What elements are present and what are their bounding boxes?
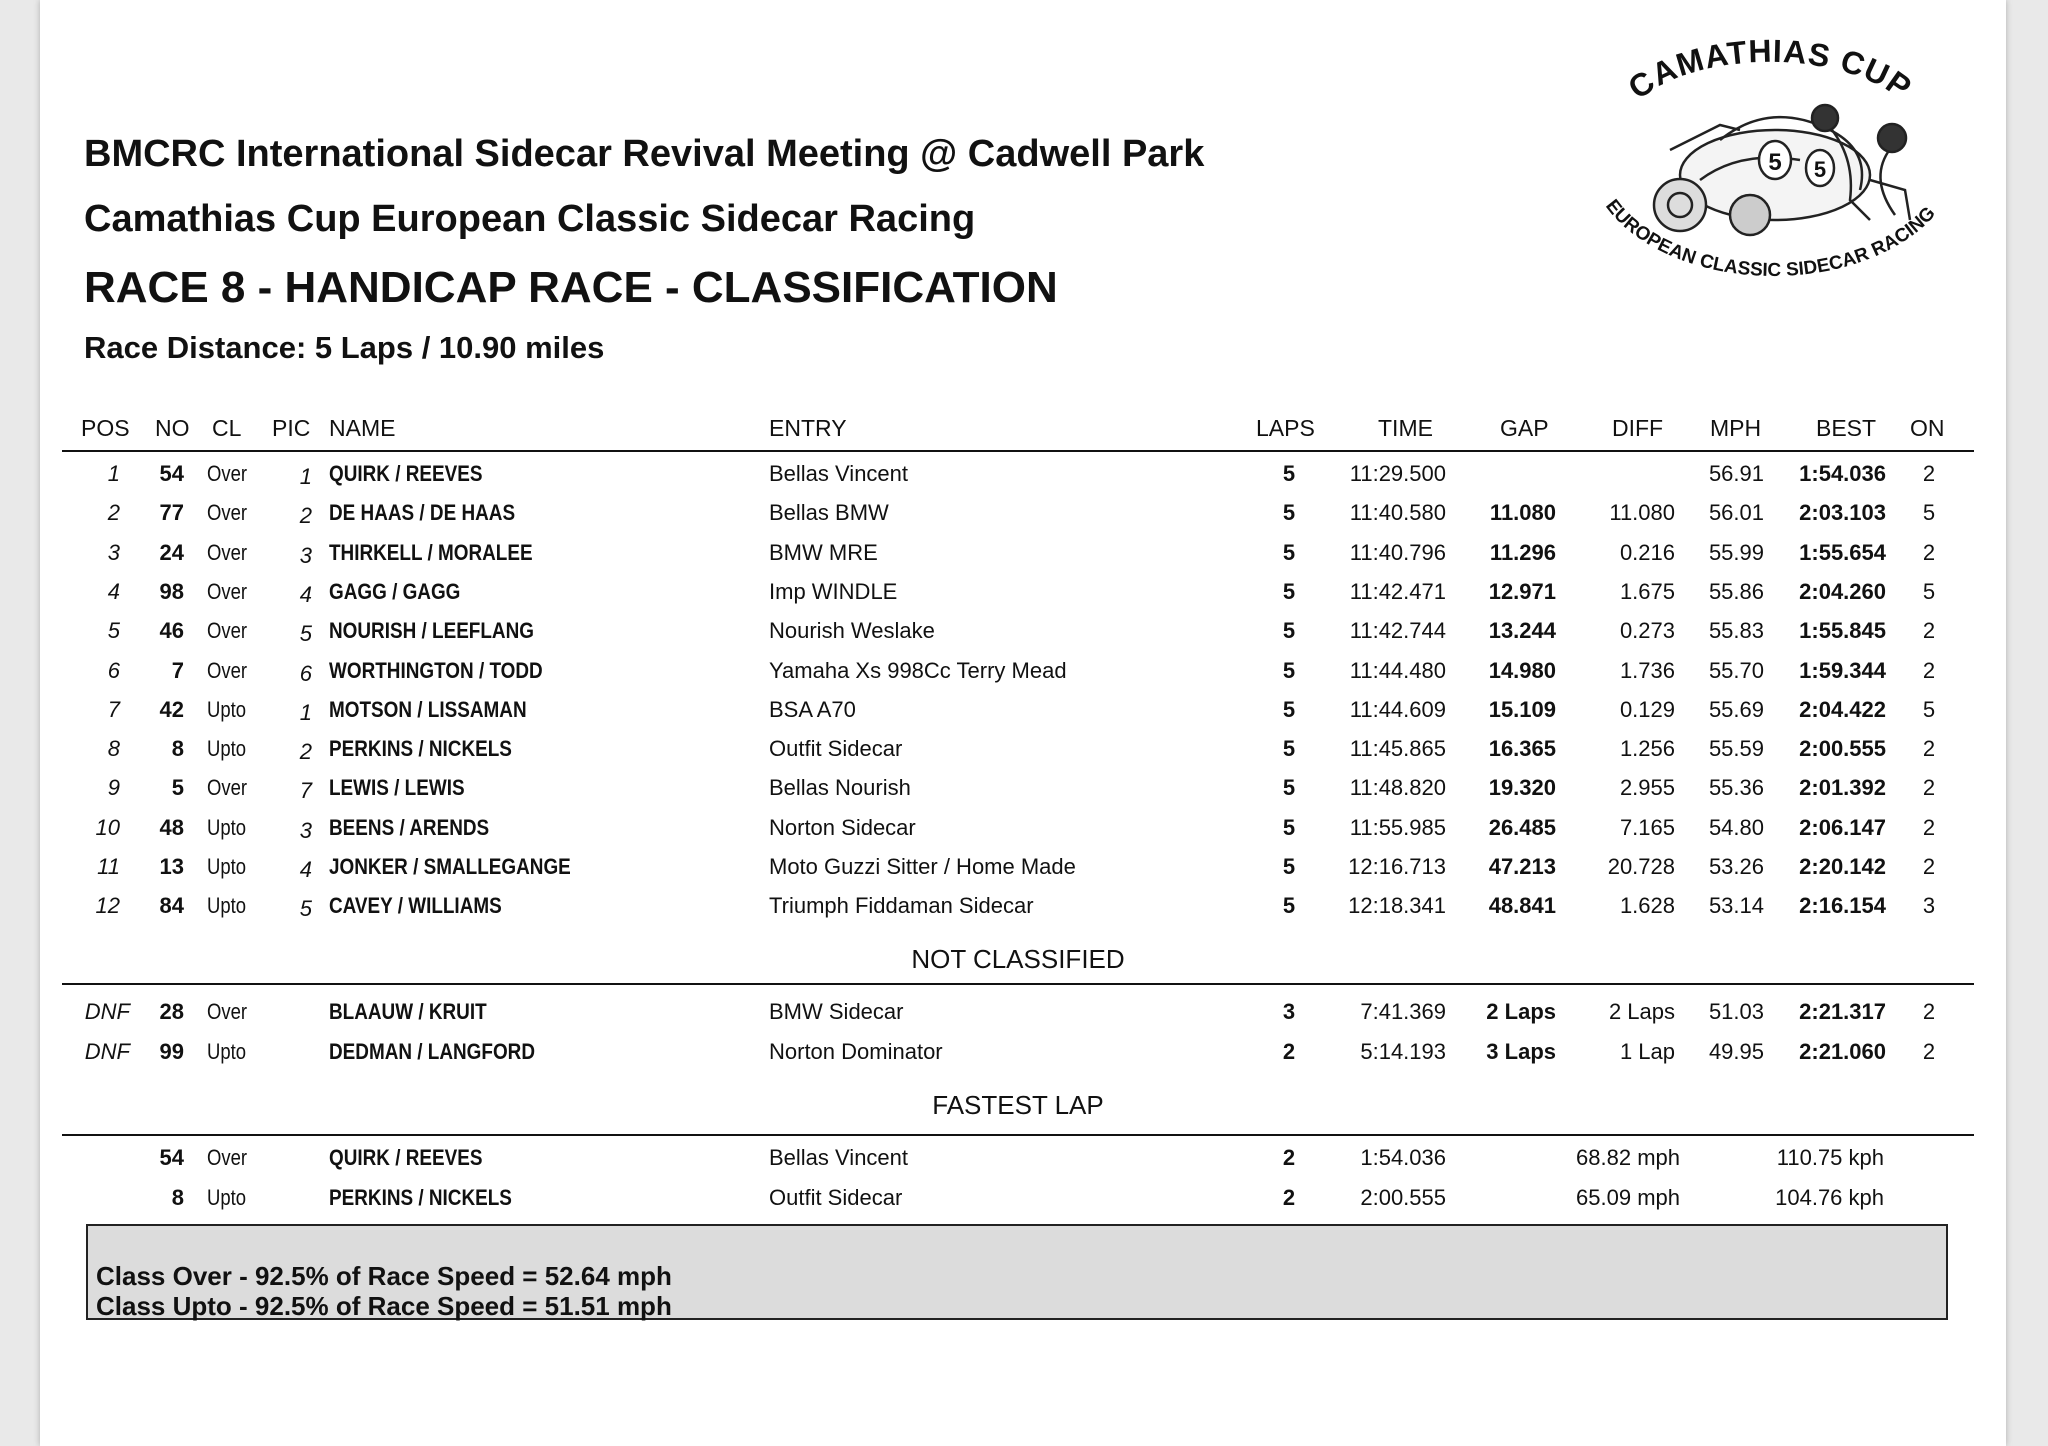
class-cell: Over <box>207 539 248 565</box>
result-row <box>0 810 2048 846</box>
gap-cell: 13.244 <box>1488 618 1556 644</box>
dnf-row <box>0 994 2048 1030</box>
col-pic: PIC <box>272 415 311 441</box>
kph-cell: 104.76 kph <box>1775 1185 1884 1210</box>
on-cell: 5 <box>1922 696 1936 722</box>
class-cell: Upto <box>207 696 247 722</box>
number-cell: 99 <box>159 1039 184 1064</box>
col-time: TIME <box>1378 415 1433 441</box>
mph-cell: 68.82 mph <box>1576 1145 1680 1170</box>
name-cell: DEDMAN / LANGFORD <box>329 1039 536 1064</box>
pic-cell: 5 <box>299 621 312 647</box>
laps-cell: 5 <box>1282 657 1296 683</box>
best-cell: 2:16.154 <box>1799 893 1886 919</box>
laps-cell: 5 <box>1282 500 1296 526</box>
name-cell: GAGG / GAGG <box>329 578 461 604</box>
time-cell: 11:44.480 <box>1349 657 1446 683</box>
gap-cell: 12.971 <box>1488 578 1556 604</box>
not-classified-title: NOT CLASSIFIED <box>911 944 1125 974</box>
entry-cell: Nourish Weslake <box>769 618 935 644</box>
result-row <box>0 692 2048 728</box>
entry-cell: BSA A70 <box>769 696 856 722</box>
time-cell: 11:29.500 <box>1349 461 1446 486</box>
time-cell: 12:18.341 <box>1348 893 1446 919</box>
meeting-title: BMCRC International Sidecar Revival Meeting @ Cadwell Park <box>84 133 1205 175</box>
name-cell: QUIRK / REEVES <box>329 1145 483 1170</box>
class-cell: Over <box>207 500 248 526</box>
number-cell: 48 <box>159 814 184 840</box>
mph-cell: 53.14 <box>1708 893 1764 919</box>
diff-cell: 7.165 <box>1619 814 1675 840</box>
class-cell: Upto <box>207 1185 247 1210</box>
mph-cell: 49.95 <box>1708 1039 1764 1064</box>
number-cell: 28 <box>159 999 184 1024</box>
number-cell: 84 <box>159 893 184 919</box>
col-pos: POS <box>81 415 130 441</box>
entry-cell: Bellas Vincent <box>769 461 909 486</box>
diff-cell: 1.256 <box>1619 736 1675 762</box>
gap-cell: 3 Laps <box>1486 1039 1556 1064</box>
pic-cell: 3 <box>299 817 312 843</box>
best-cell: 2:01.392 <box>1799 775 1886 801</box>
result-row <box>0 574 2048 610</box>
pic-cell: 6 <box>299 660 312 686</box>
laps-cell: 5 <box>1282 578 1296 604</box>
number-cell: 5 <box>171 775 184 801</box>
number-cell: 8 <box>171 736 184 762</box>
on-cell: 2 <box>1922 539 1936 565</box>
diff-cell: 0.129 <box>1619 696 1675 722</box>
entry-cell: Outfit Sidecar <box>769 1185 903 1210</box>
gap-cell: 47.213 <box>1488 854 1556 879</box>
name-cell: BLAAUW / KRUIT <box>329 999 487 1024</box>
on-cell: 5 <box>1922 500 1936 526</box>
result-row <box>0 653 2048 689</box>
diff-cell: 0.273 <box>1619 618 1675 644</box>
time-cell: 11:48.820 <box>1349 775 1446 801</box>
laps-cell: 3 <box>1282 999 1296 1024</box>
camathias-cup-logo <box>1570 30 1970 280</box>
pic-cell: 2 <box>299 739 312 765</box>
svg-text:CAMATHIAS CUP <box>1622 33 1919 106</box>
entry-cell: Imp WINDLE <box>769 578 898 604</box>
gap-cell: 26.485 <box>1488 814 1556 840</box>
race-title: RACE 8 - HANDICAP RACE - CLASSIFICATION <box>84 263 1058 312</box>
pos-cell: 12 <box>95 893 120 919</box>
pic-cell: 4 <box>299 581 312 607</box>
mph-cell: 53.26 <box>1708 854 1764 879</box>
col-diff: DIFF <box>1612 415 1664 441</box>
not-classified-rule <box>62 983 1974 985</box>
best-cell: 1:55.845 <box>1799 618 1886 644</box>
best-cell: 2:20.142 <box>1799 854 1886 879</box>
mph-cell: 65.09 mph <box>1576 1185 1680 1210</box>
class-speed-notes <box>86 1224 1948 1320</box>
name-cell: PERKINS / NICKELS <box>329 1185 512 1210</box>
class-cell: Over <box>207 461 248 486</box>
col-on: ON <box>1910 415 1945 441</box>
mph-cell: 55.36 <box>1708 775 1764 801</box>
gap-cell: 11.080 <box>1489 500 1556 526</box>
best-cell: 2:00.555 <box>1799 736 1886 762</box>
time-cell: 12:16.713 <box>1348 854 1446 879</box>
laps-cell: 5 <box>1282 461 1296 486</box>
note-class-upto: Class Upto - 92.5% of Race Speed = 51.51 mph <box>96 1291 672 1321</box>
name-cell: BEENS / ARENDS <box>329 814 490 840</box>
best-cell: 1:55.654 <box>1799 539 1886 565</box>
mph-cell: 54.80 <box>1708 814 1764 840</box>
best-cell: 2:03.103 <box>1799 500 1886 526</box>
pos-cell: 10 <box>95 814 120 840</box>
number-cell: 54 <box>159 461 184 486</box>
on-cell: 2 <box>1922 657 1936 683</box>
time-cell: 5:14.193 <box>1360 1039 1446 1064</box>
race-distance: Race Distance: 5 Laps / 10.90 miles <box>84 330 605 365</box>
diff-cell: 11.080 <box>1609 500 1675 526</box>
laps-cell: 5 <box>1282 814 1296 840</box>
best-cell: 2:06.147 <box>1799 814 1886 840</box>
class-cell: Over <box>207 657 248 683</box>
pos-cell: 4 <box>107 578 120 604</box>
best-cell: 2:21.317 <box>1799 999 1886 1024</box>
pic-cell: 2 <box>299 503 312 529</box>
pic-cell: 7 <box>299 778 312 804</box>
on-cell: 2 <box>1922 854 1936 879</box>
laps-cell: 5 <box>1282 775 1296 801</box>
pos-cell: 2 <box>107 500 120 526</box>
col-name: NAME <box>329 415 396 441</box>
name-cell: NOURISH / LEEFLANG <box>329 618 534 644</box>
gap-cell: 11.296 <box>1489 539 1556 565</box>
gap-cell: 48.841 <box>1488 893 1556 919</box>
on-cell: 5 <box>1922 578 1936 604</box>
class-cell: Upto <box>207 854 247 879</box>
time-cell: 11:42.744 <box>1349 618 1446 644</box>
col-no: NO <box>155 415 190 441</box>
class-cell: Upto <box>207 814 247 840</box>
diff-cell: 1 Lap <box>1619 1039 1675 1064</box>
on-cell: 2 <box>1922 618 1936 644</box>
pos-cell: DNF <box>84 1039 130 1064</box>
on-cell: 3 <box>1922 893 1936 919</box>
note-class-over: Class Over - 92.5% of Race Speed = 52.64 mph <box>96 1261 672 1291</box>
entry-cell: Moto Guzzi Sitter / Home Made <box>769 854 1076 879</box>
laps-cell: 2 <box>1282 1145 1296 1170</box>
sidecar-illustration-icon <box>1654 105 1910 235</box>
entry-cell: Outfit Sidecar <box>769 736 903 762</box>
logo-number-2: 5 <box>1813 157 1827 182</box>
result-row <box>0 888 2048 924</box>
mph-cell: 55.70 <box>1708 657 1764 683</box>
pos-cell: 11 <box>97 854 120 879</box>
col-best: BEST <box>1816 415 1877 441</box>
on-cell: 2 <box>1922 814 1936 840</box>
diff-cell: 0.216 <box>1619 539 1675 565</box>
pic-cell: 5 <box>299 896 312 922</box>
pos-cell: 5 <box>107 618 120 644</box>
gap-cell: 2 Laps <box>1486 999 1556 1024</box>
col-laps: LAPS <box>1256 415 1315 441</box>
number-cell: 46 <box>159 618 184 644</box>
diff-cell: 2 Laps <box>1608 999 1675 1024</box>
result-row <box>0 849 2048 885</box>
kph-cell: 110.75 kph <box>1776 1145 1884 1170</box>
number-cell: 77 <box>159 500 184 526</box>
result-row <box>0 731 2048 767</box>
time-cell: 11:42.471 <box>1349 578 1446 604</box>
class-cell: Over <box>207 1145 248 1170</box>
entry-cell: BMW MRE <box>769 539 878 565</box>
best-cell: 1:54.036 <box>1799 461 1886 486</box>
gap-cell: 15.109 <box>1488 696 1556 722</box>
pic-cell: 3 <box>299 542 312 568</box>
pos-cell: 1 <box>107 461 120 486</box>
col-entry: ENTRY <box>769 415 847 441</box>
entry-cell: Norton Dominator <box>769 1039 943 1064</box>
on-cell: 2 <box>1922 775 1936 801</box>
time-cell: 2:00.555 <box>1360 1185 1446 1210</box>
pos-cell: 7 <box>107 696 120 722</box>
name-cell: QUIRK / REEVES <box>329 461 483 486</box>
mph-cell: 51.03 <box>1708 999 1764 1024</box>
dnf-row <box>0 1034 2048 1070</box>
laps-cell: 5 <box>1282 618 1296 644</box>
class-cell: Over <box>207 578 248 604</box>
diff-cell: 1.736 <box>1619 657 1675 683</box>
name-cell: THIRKELL / MORALEE <box>329 539 533 565</box>
best-cell: 2:21.060 <box>1799 1039 1886 1064</box>
diff-cell: 1.628 <box>1619 893 1675 919</box>
mph-cell: 56.01 <box>1708 500 1764 526</box>
laps-cell: 2 <box>1282 1039 1296 1064</box>
series-title: Camathias Cup European Classic Sidecar Racing <box>84 198 976 240</box>
entry-cell: Yamaha Xs 998Cc Terry Mead <box>769 657 1067 683</box>
laps-cell: 5 <box>1282 736 1296 762</box>
fastest-lap-rule <box>62 1134 1974 1136</box>
mph-cell: 55.99 <box>1708 539 1764 565</box>
laps-cell: 5 <box>1282 539 1296 565</box>
pos-cell: 8 <box>107 736 120 762</box>
time-cell: 7:41.369 <box>1360 999 1446 1024</box>
result-row <box>0 456 2048 492</box>
laps-cell: 5 <box>1282 893 1296 919</box>
number-cell: 24 <box>159 539 184 565</box>
mph-cell: 55.86 <box>1708 578 1764 604</box>
entry-cell: Bellas Vincent <box>769 1145 909 1170</box>
header-rule <box>62 450 1974 452</box>
result-row <box>0 770 2048 806</box>
logo-top-text: CAMATHIAS CUP <box>1621 32 1919 106</box>
fastest-lap-row <box>0 1140 2048 1176</box>
result-row <box>0 535 2048 571</box>
class-cell: Over <box>207 999 248 1024</box>
on-cell: 2 <box>1922 999 1936 1024</box>
class-cell: Upto <box>207 893 247 919</box>
name-cell: WORTHINGTON / TODD <box>329 657 543 683</box>
gap-cell: 19.320 <box>1488 775 1556 801</box>
on-cell: 2 <box>1922 1039 1936 1064</box>
pos-cell: DNF <box>84 999 130 1024</box>
pos-cell: 6 <box>107 657 120 683</box>
pos-cell: 9 <box>107 775 120 801</box>
time-cell: 11:45.865 <box>1349 736 1446 762</box>
entry-cell: Bellas BMW <box>769 500 889 526</box>
name-cell: MOTSON / LISSAMAN <box>329 696 527 722</box>
name-cell: JONKER / SMALLEGANGE <box>329 854 571 879</box>
pic-cell: 4 <box>299 857 312 882</box>
number-cell: 98 <box>159 578 184 604</box>
time-cell: 11:55.985 <box>1349 814 1446 840</box>
laps-cell: 2 <box>1282 1185 1296 1210</box>
best-cell: 2:04.422 <box>1799 696 1886 722</box>
diff-cell: 1.675 <box>1619 578 1675 604</box>
class-cell: Upto <box>207 736 247 762</box>
number-cell: 42 <box>159 696 184 722</box>
time-cell: 11:40.580 <box>1349 500 1446 526</box>
pic-cell: 1 <box>299 464 312 489</box>
col-cl: CL <box>212 415 242 441</box>
logo-bottom-text: EUROPEAN CLASSIC SIDECAR RACING <box>1601 195 1940 280</box>
number-cell: 8 <box>171 1185 184 1210</box>
mph-cell: 56.91 <box>1708 461 1764 486</box>
class-cell: Upto <box>207 1039 247 1064</box>
laps-cell: 5 <box>1282 854 1296 879</box>
laps-cell: 5 <box>1282 696 1296 722</box>
logo-number: 5 <box>1768 149 1782 176</box>
on-cell: 2 <box>1922 736 1936 762</box>
time-cell: 11:44.609 <box>1349 696 1446 722</box>
mph-cell: 55.59 <box>1708 736 1764 762</box>
name-cell: CAVEY / WILLIAMS <box>329 893 502 919</box>
entry-cell: Norton Sidecar <box>769 814 916 840</box>
on-cell: 2 <box>1922 461 1936 486</box>
entry-cell: Triumph Fiddaman Sidecar <box>769 893 1034 919</box>
result-row <box>0 613 2048 649</box>
pos-cell: 3 <box>107 539 120 565</box>
diff-cell: 20.728 <box>1607 854 1675 879</box>
best-cell: 2:04.260 <box>1799 578 1886 604</box>
name-cell: DE HAAS / DE HAAS <box>329 500 516 526</box>
gap-cell: 16.365 <box>1488 736 1556 762</box>
class-cell: Over <box>207 775 248 801</box>
fastest-lap-row <box>0 1180 2048 1216</box>
number-cell: 13 <box>159 854 184 879</box>
time-cell: 1:54.036 <box>1360 1145 1446 1170</box>
diff-cell: 2.955 <box>1619 775 1675 801</box>
gap-cell: 14.980 <box>1488 657 1556 683</box>
best-cell: 1:59.344 <box>1799 657 1886 683</box>
number-cell: 7 <box>171 657 184 683</box>
col-mph: MPH <box>1710 415 1762 441</box>
col-gap: GAP <box>1500 415 1549 441</box>
fastest-lap-title: FASTEST LAP <box>932 1090 1104 1120</box>
time-cell: 11:40.796 <box>1349 539 1446 565</box>
result-row <box>0 495 2048 531</box>
entry-cell: BMW Sidecar <box>769 999 904 1024</box>
name-cell: LEWIS / LEWIS <box>329 775 465 801</box>
pic-cell: 1 <box>299 699 312 725</box>
class-cell: Over <box>207 618 248 644</box>
number-cell: 54 <box>159 1145 184 1170</box>
mph-cell: 55.69 <box>1708 696 1764 722</box>
entry-cell: Bellas Nourish <box>769 775 911 801</box>
name-cell: PERKINS / NICKELS <box>329 736 512 762</box>
mph-cell: 55.83 <box>1708 618 1764 644</box>
